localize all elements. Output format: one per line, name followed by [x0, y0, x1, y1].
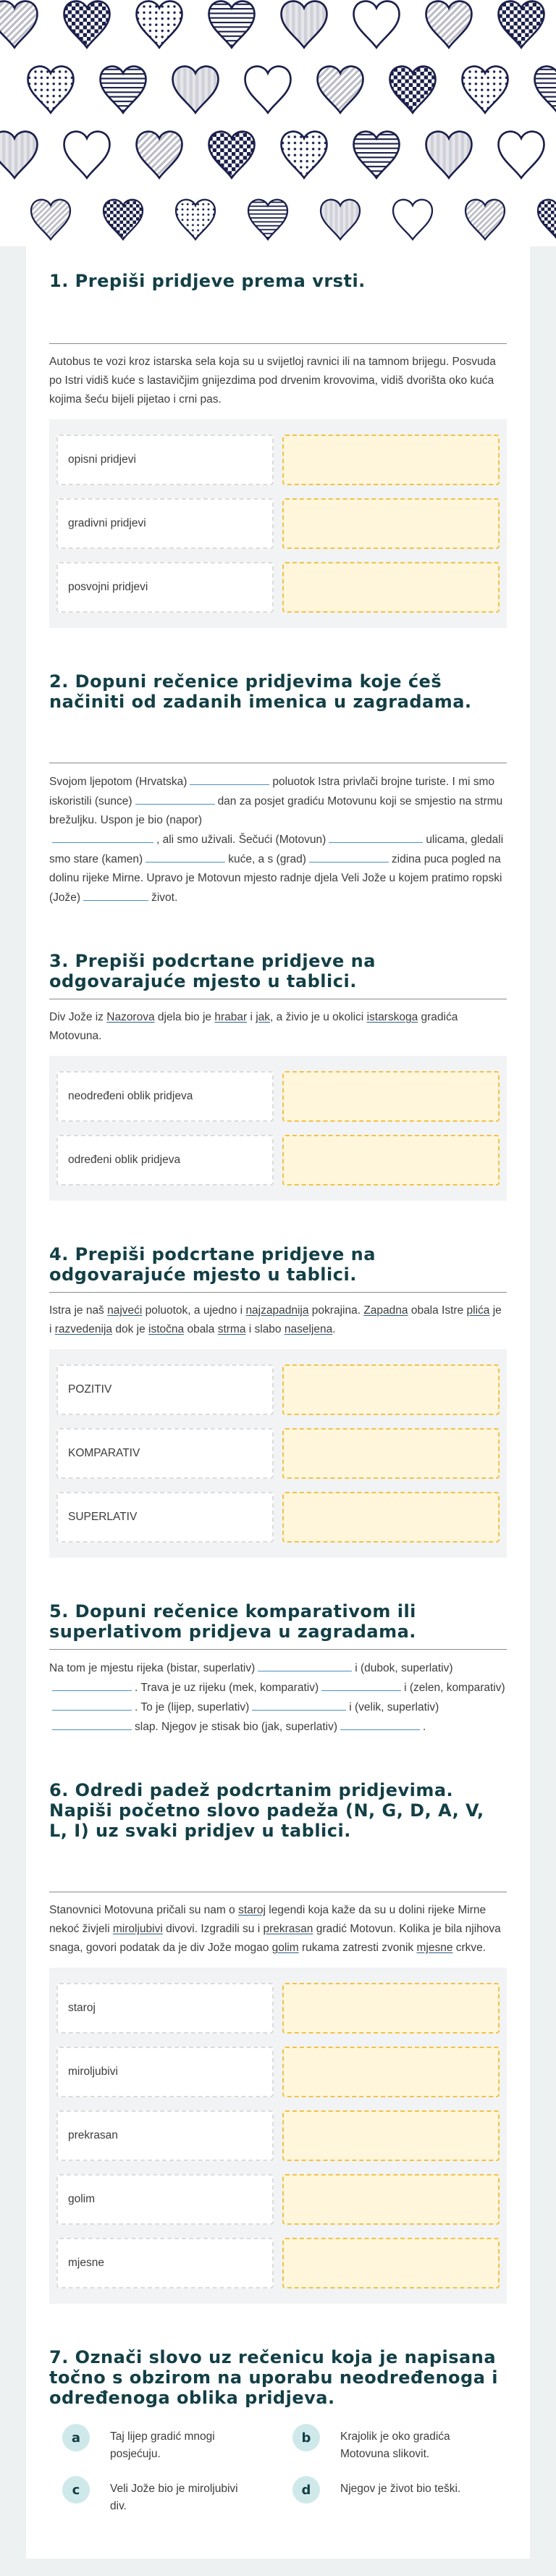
table-row — [56, 1128, 500, 1192]
drop-zone[interactable] — [282, 2174, 500, 2225]
drop-zone[interactable] — [282, 1135, 500, 1186]
heart-shape — [321, 200, 360, 240]
underlined-adjective: najzapadnija — [245, 1304, 308, 1317]
blank-input[interactable] — [340, 1717, 420, 1730]
choice-c[interactable] — [62, 2480, 264, 2515]
blank-input[interactable] — [190, 772, 269, 785]
table-row — [56, 2168, 500, 2231]
underlined-adjective: razvedenija — [55, 1323, 112, 1335]
text-segment: zidina puca pogled na dolinu rijeke Mirne. Upravo je Motovun mjesto radnje djela Veli Jože u kojem pratimo ropski (Jože) — [49, 853, 502, 904]
heart-shape — [0, 132, 38, 178]
choice-text: Krajolik je oko gradića Motovuna slikovit. — [340, 2428, 485, 2463]
row-label: određeni oblik pridjeva — [56, 1135, 274, 1186]
question-text: Istra je naš najveći poluotok, a ujedno i najzapadnija pokrajina. Zapadna obala Istre plića je i razvedenija dok je istočna obala strma i slabo naseljena. — [49, 1301, 507, 1339]
heart-shape — [426, 132, 472, 178]
underlined-adjective: istarskoga — [367, 1011, 418, 1023]
row-label: gradivni pridjevi — [56, 498, 274, 549]
question-text: Stanovnici Motovuna pričali su nam o staroj legendi koja kaže da su u dolini rijeke Mirne nekoć živjeli miroljubivi divovi. Izgradili su i prekrasan gradić Motovun. Kolika je bila njihova snaga, govori podatak da je div Jože mogao golim rukama zatresti zvonik mjesne crkve. — [49, 1901, 507, 1958]
table-row — [56, 1358, 500, 1422]
heart-shape — [209, 132, 255, 178]
heart-shape — [245, 67, 291, 113]
drop-zone[interactable] — [282, 2047, 500, 2097]
underlined-adjective: Nazorova — [106, 1011, 154, 1023]
blank-input[interactable] — [258, 1658, 352, 1671]
choice-letter[interactable]: a — [62, 2424, 90, 2451]
worksheet — [26, 246, 530, 2559]
question-title: 2. Dopuni rečenice pridjevima koje ćeš načiniti od zadanih imenica u zagradama. — [49, 671, 507, 712]
text-segment: Svojom ljepotom (Hrvatska) — [49, 776, 187, 788]
question-title: 7. Označi slovo uz rečenicu koja je napisana točno s obzirom na uporabu neodređenoga i određenoga oblika pridjeva. — [49, 2347, 507, 2408]
heart-shape — [390, 67, 436, 113]
underlined-adjective: strma — [218, 1323, 246, 1335]
underlined-adjective: Zapadna — [363, 1304, 408, 1317]
heart-shape — [248, 200, 287, 240]
underlined-adjective: najveći — [107, 1304, 142, 1317]
row-label: posvojni pridjevi — [56, 562, 274, 613]
question-title: 4. Prepiši podcrtane pridjeve na odgovarajuće mjesto u tablici. — [49, 1244, 507, 1285]
underlined-adjective: staroj — [238, 1904, 266, 1916]
choice-a[interactable] — [62, 2428, 264, 2463]
table-row — [56, 428, 500, 492]
row-label: neodređeni oblik pridjeva — [56, 1071, 274, 1122]
question-title: 5. Dopuni rečenice komparativom ili superlativom pridjeva u zagradama. — [49, 1601, 507, 1642]
table-row — [56, 2040, 500, 2104]
row-label: prekrasan — [56, 2110, 274, 2161]
hearts-pattern — [0, 0, 556, 261]
heart-shape — [64, 1, 110, 48]
question-2 — [49, 671, 507, 907]
heart-shape — [499, 1, 544, 48]
table-row — [56, 2104, 500, 2168]
question-title: 1. Prepiši pridjeve prema vrsti. — [49, 271, 507, 291]
heart-shape — [354, 1, 400, 48]
table-row — [56, 492, 500, 555]
divider — [49, 1292, 507, 1293]
underlined-adjective: naseljena — [285, 1323, 332, 1335]
heart-shape — [463, 67, 508, 113]
drop-zone[interactable] — [282, 1983, 500, 2034]
heart-shape — [101, 67, 146, 113]
underlined-adjective: istočna — [148, 1323, 184, 1335]
match-table — [49, 419, 507, 628]
hearts-banner — [0, 0, 556, 261]
choice-b[interactable] — [292, 2428, 494, 2463]
choice-text: Taj lijep gradić mnogi posjećuju. — [110, 2428, 255, 2463]
underlined-adjective: hrabar — [214, 1011, 247, 1023]
question-4 — [49, 1244, 507, 1558]
text-segment: kuće, a s (grad) — [228, 853, 306, 865]
text-segment: , ali smo uživali. Šečući (Motovun) — [156, 834, 326, 846]
worksheet-page — [0, 246, 556, 2576]
table-row — [56, 1485, 500, 1549]
blank-input[interactable] — [146, 849, 225, 863]
heart-shape — [31, 200, 70, 240]
match-table — [49, 1056, 507, 1201]
question-text: Div Jože iz Nazorova djela bio je hrabar i jak, a živio je u okolici istarskoga gradića Motovuna. — [49, 1008, 507, 1046]
blank-input[interactable] — [52, 1717, 132, 1730]
row-label: KOMPARATIV — [56, 1428, 274, 1479]
heart-shape — [466, 200, 505, 240]
text-segment: život. — [151, 891, 177, 904]
heart-shape — [209, 1, 255, 48]
table-row — [56, 2231, 500, 2295]
underlined-adjective: miroljubivi — [113, 1923, 163, 1935]
blank-input[interactable] — [321, 1678, 401, 1691]
drop-zone[interactable] — [282, 2110, 500, 2161]
question-1 — [49, 271, 507, 628]
row-label: miroljubivi — [56, 2047, 274, 2097]
text-segment: dan za posjet gradiću Motovunu koji se smjestio na strmu brežuljku. Uspon je bio (napor) — [49, 795, 502, 826]
heart-shape — [104, 200, 143, 240]
heart-shape — [64, 132, 110, 178]
question-text: Na tom je mjestu rijeka (bistar, superlativ) i (dubok, superlativ). Trava je uz rijeku (mek, komparativ) i (zelen, komparativ). To je (lijep, superlativ) i (velik, superlativ)slap. Njegov je stisak bio (jak, superlativ) . — [49, 1658, 507, 1737]
heart-shape — [354, 132, 400, 178]
row-label: staroj — [56, 1983, 274, 2034]
heart-shape — [538, 200, 556, 240]
row-label: golim — [56, 2174, 274, 2225]
underlined-adjective: jak — [256, 1011, 270, 1023]
question-title: 3. Prepiši podcrtane pridjeve na odgovarajuće mjesto u tablici. — [49, 951, 507, 991]
underlined-adjective: mjesne — [416, 1942, 452, 1954]
divider — [49, 343, 507, 344]
heart-shape — [499, 132, 544, 178]
question-7 — [49, 2347, 507, 2515]
question-3 — [49, 951, 507, 1201]
heart-shape — [282, 1, 327, 48]
text-segment: poluotok Istra privlači brojne turiste. I mi smo iskoristili (sunce) — [49, 776, 494, 807]
underlined-adjective: golim — [272, 1942, 299, 1954]
row-label: POZITIV — [56, 1364, 274, 1415]
choice-letter[interactable]: d — [292, 2476, 320, 2504]
blank-input[interactable] — [52, 1698, 132, 1711]
drop-zone[interactable] — [282, 1071, 500, 1122]
heart-shape — [535, 67, 556, 113]
blank-input[interactable] — [329, 830, 423, 843]
heart-shape — [318, 67, 363, 113]
heart-shape — [282, 132, 327, 178]
drop-zone[interactable] — [282, 1428, 500, 1479]
choice-text: Njegov je život bio teški. — [340, 2480, 485, 2498]
question-title: 6. Odredi padež podcrtanim pridjevima. Napiši početno slovo padeža (N, G, D, A, V, L, I) uz svaki pridjev u tablici. — [49, 1780, 507, 1841]
question-5 — [49, 1601, 507, 1737]
drop-zone[interactable] — [282, 1492, 500, 1543]
drop-zone[interactable] — [282, 498, 500, 549]
question-text: Autobus te vozi kroz istarska sela koja su u svijetloj ravnici ili na tamnom brijegu. Posvuda po Istri vidiš kuće s lastavičjim gnijezdima pod drvenim krovovima, vidiš dvorišta oko kuća kojima šeću bijeli pijetao i crni pas. — [49, 353, 507, 409]
blank-input[interactable] — [252, 1698, 346, 1711]
table-row — [56, 1065, 500, 1128]
heart-shape — [137, 1, 182, 48]
row-label: opisni pridjevi — [56, 435, 274, 485]
match-table — [49, 1968, 507, 2304]
choice-letter[interactable]: c — [62, 2476, 90, 2504]
divider — [49, 1649, 507, 1650]
heart-shape — [393, 200, 432, 240]
drop-zone[interactable] — [282, 562, 500, 613]
drop-zone[interactable] — [282, 1364, 500, 1415]
row-label: mjesne — [56, 2238, 274, 2288]
underlined-adjective: prekrasan — [263, 1923, 313, 1935]
heart-shape — [0, 1, 38, 48]
table-row — [56, 555, 500, 619]
row-label: SUPERLATIV — [56, 1492, 274, 1543]
choice-d[interactable] — [292, 2480, 494, 2515]
blank-input[interactable] — [135, 792, 215, 805]
heart-shape — [426, 1, 472, 48]
match-table — [49, 1349, 507, 1558]
underlined-adjective: plića — [467, 1304, 490, 1317]
answer-choices — [49, 2428, 507, 2515]
heart-shape — [173, 67, 219, 113]
drop-zone[interactable] — [282, 435, 500, 485]
text-segment: ulicama, gledali smo stare (kamen) — [49, 834, 503, 865]
question-text — [49, 772, 507, 907]
choice-text: Veli Jože bio je miroljubivi div. — [110, 2480, 255, 2515]
drop-zone[interactable] — [282, 2238, 500, 2288]
table-row — [56, 1976, 500, 2040]
heart-shape — [176, 200, 215, 240]
heart-shape — [137, 132, 182, 178]
choice-letter[interactable]: b — [292, 2424, 320, 2451]
blank-input[interactable] — [52, 830, 153, 843]
blank-input[interactable] — [83, 888, 148, 901]
blank-input[interactable] — [52, 1678, 132, 1691]
question-6 — [49, 1780, 507, 2304]
heart-shape — [28, 67, 74, 113]
blank-input[interactable] — [309, 849, 389, 863]
table-row — [56, 1422, 500, 1485]
